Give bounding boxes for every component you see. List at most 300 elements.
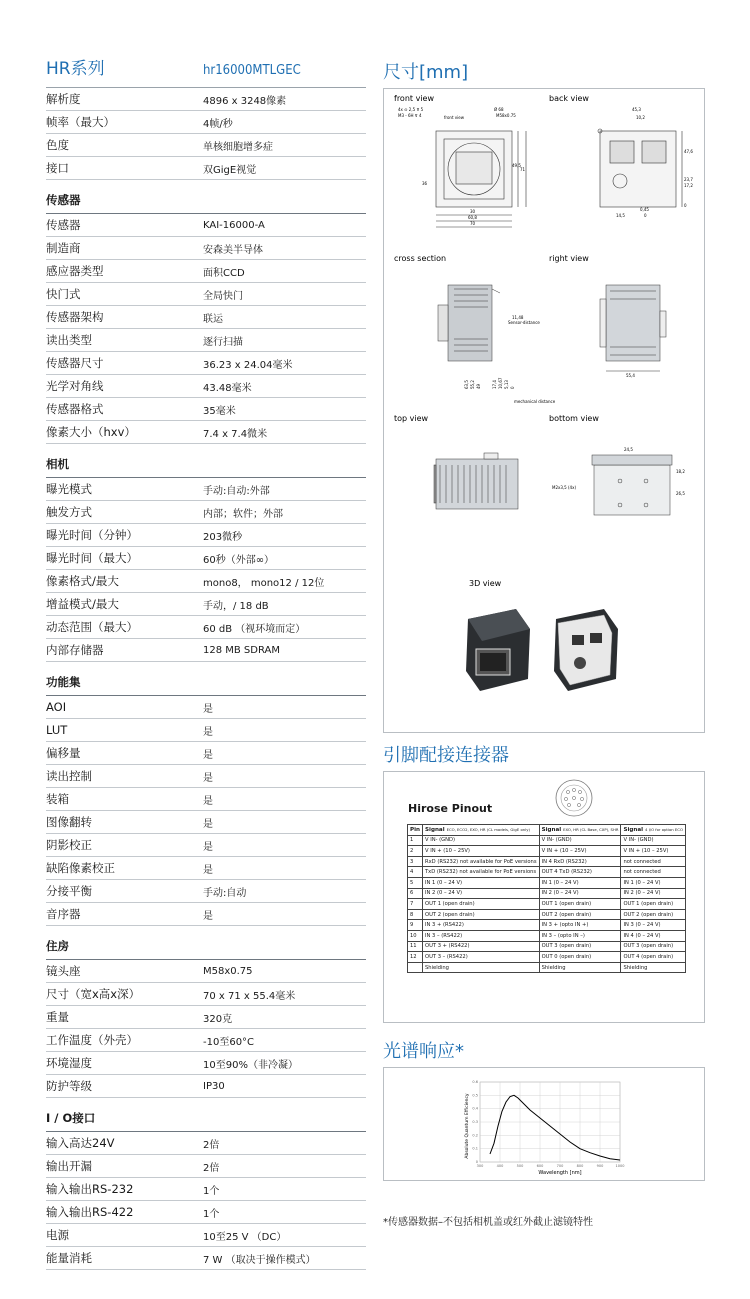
pin-signal: IN 1 (0 – 24 V) bbox=[423, 877, 540, 888]
pin-signal: IN 3 – (opto IN –) bbox=[539, 930, 621, 941]
cross-dim-1148: 11,48 bbox=[512, 315, 524, 320]
x-tick-label: 900 bbox=[596, 1164, 604, 1168]
x-tick-label: 600 bbox=[536, 1164, 544, 1168]
section-heading: I / O接口 bbox=[46, 1098, 366, 1132]
spec-value: 35毫米 bbox=[203, 405, 236, 417]
pinout-row bbox=[408, 846, 686, 857]
bottom-dim-m2: M2x3,5 (4x) bbox=[552, 485, 577, 490]
spectral-footnote: *传感器数据–不包括相机盖或红外截止滤镜特性 bbox=[383, 1217, 593, 1228]
pin-number: 7 bbox=[408, 899, 423, 910]
pinout-panel bbox=[383, 771, 705, 1023]
spec-row bbox=[46, 375, 366, 398]
series-title: HR系列 bbox=[46, 59, 105, 79]
spec-value: 是 bbox=[203, 818, 213, 830]
spec-value: 60 dB （视环境而定） bbox=[203, 623, 306, 635]
spec-key: 尺寸（宽x高x深） bbox=[46, 987, 141, 1001]
spec-value: 2倍 bbox=[203, 1139, 220, 1151]
spec-key: 音序器 bbox=[46, 907, 81, 921]
spec-key: 传感器格式 bbox=[46, 402, 104, 416]
front-view-drawing bbox=[436, 131, 526, 227]
pin-signal: OUT 4 (open drain) bbox=[621, 952, 685, 963]
spec-value: 是 bbox=[203, 749, 213, 761]
spec-row bbox=[46, 134, 366, 157]
front-dim-mount: M58x0.75 bbox=[496, 113, 516, 118]
back-view-label: back view bbox=[549, 94, 589, 103]
spec-key: 增益模式/最大 bbox=[46, 597, 119, 611]
spec-key: 内部存储器 bbox=[46, 643, 104, 657]
cross-dim-174: 17,4 bbox=[492, 380, 497, 389]
pin-signal: IN 2 (0 – 24 V) bbox=[621, 888, 685, 899]
pin-signal: IN 3 – (RS422) bbox=[423, 930, 540, 941]
pin-signal: V IN- (GND) bbox=[539, 835, 621, 846]
spec-row bbox=[46, 111, 366, 134]
y-tick-label: 0.5 bbox=[472, 1093, 478, 1098]
pin-signal: OUT 1 (open drain) bbox=[539, 899, 621, 910]
cross-dim-552: 55,2 bbox=[470, 380, 475, 389]
spec-value: 是 bbox=[203, 841, 213, 853]
spec-row bbox=[46, 547, 366, 570]
front-note-1: 4x ⊙ 2,5 ⊽ 5 bbox=[398, 107, 424, 112]
spec-row bbox=[46, 1247, 366, 1270]
spec-table bbox=[46, 54, 366, 1270]
spec-value: 是 bbox=[203, 703, 213, 715]
y-tick-label: 0.3 bbox=[472, 1120, 478, 1124]
pinout-row bbox=[408, 962, 686, 973]
spec-value: 双GigE视觉 bbox=[203, 164, 257, 176]
spec-key: 镜头座 bbox=[46, 964, 81, 978]
back-dim-045: 0,45 bbox=[640, 207, 649, 212]
spec-value: -10至60°C bbox=[203, 1036, 255, 1048]
back-dim-0: 0 bbox=[684, 203, 687, 208]
spec-row bbox=[46, 306, 366, 329]
spec-value: 4帧/秒 bbox=[203, 118, 233, 130]
spec-value: 2倍 bbox=[203, 1162, 220, 1174]
pin-signal: not connected bbox=[621, 867, 685, 878]
pin-signal: V IN + (10 – 25V) bbox=[539, 846, 621, 857]
dimensions-title: 尺寸[mm] bbox=[383, 62, 469, 83]
cross-section-label: cross section bbox=[394, 254, 447, 263]
pin-signal: IN 4 RxD (RS232) bbox=[539, 856, 621, 867]
x-tick-label: 800 bbox=[576, 1164, 584, 1168]
spec-key: 曝光时间（分钟） bbox=[46, 528, 138, 542]
pin-signal: Shielding bbox=[539, 962, 621, 973]
spec-row bbox=[46, 329, 366, 352]
x-tick-label: 500 bbox=[516, 1164, 524, 1168]
spec-value: 70 x 71 x 55.4毫米 bbox=[203, 990, 296, 1002]
spec-key: 快门式 bbox=[46, 287, 81, 301]
pin-number: 3 bbox=[408, 856, 423, 867]
spec-key: 输入高达24V bbox=[46, 1136, 115, 1150]
spec-key: 感应器类型 bbox=[46, 264, 104, 278]
bottom-view-label: bottom view bbox=[549, 414, 599, 423]
spec-row bbox=[46, 765, 366, 788]
spec-row bbox=[46, 811, 366, 834]
section-heading: 住房 bbox=[46, 926, 366, 960]
spec-row bbox=[46, 421, 366, 444]
spec-key: 曝光模式 bbox=[46, 482, 92, 496]
spec-row bbox=[46, 1224, 366, 1247]
spec-value: 是 bbox=[203, 910, 213, 922]
pin-signal: OUT 3 – (RS422) bbox=[423, 952, 540, 963]
cross-section-drawing bbox=[438, 285, 500, 361]
chart-ticks bbox=[472, 1080, 624, 1168]
spec-value: 逐行扫描 bbox=[203, 336, 243, 348]
pinout-header-row bbox=[408, 825, 686, 836]
spec-value: 7.4 x 7.4微米 bbox=[203, 428, 268, 440]
spec-row bbox=[46, 1029, 366, 1052]
spec-row bbox=[46, 639, 366, 662]
spec-value: 面积CCD bbox=[203, 267, 245, 279]
pin-signal: IN 3 + (RS422) bbox=[423, 920, 540, 931]
front-note-3: front view bbox=[444, 115, 464, 120]
pin-number: 10 bbox=[408, 930, 423, 941]
bottom-dim-245: 24,5 bbox=[624, 447, 633, 452]
cross-dim-49: 49 bbox=[476, 383, 481, 389]
spec-key: 电源 bbox=[46, 1228, 69, 1242]
spec-key: AOI bbox=[46, 700, 67, 714]
spec-row bbox=[46, 570, 366, 593]
spec-value: M58x0.75 bbox=[203, 965, 253, 977]
spec-key: 防护等级 bbox=[46, 1079, 92, 1093]
spec-value: 全局快门 bbox=[203, 290, 243, 302]
bottom-dim-182: 18,2 bbox=[676, 469, 685, 474]
spec-row bbox=[46, 983, 366, 1006]
signal-note-3: 4 I/O for option ECO bbox=[645, 826, 683, 832]
spec-key: 触发方式 bbox=[46, 505, 92, 519]
spec-key: 读出类型 bbox=[46, 333, 92, 347]
pin-signal: IN 3 (0 – 24 V) bbox=[621, 920, 685, 931]
spec-row bbox=[46, 501, 366, 524]
back-dim-0b: 0 bbox=[644, 213, 647, 218]
spec-key: 偏移量 bbox=[46, 746, 81, 760]
pinout-row bbox=[408, 877, 686, 888]
spec-key: 分接平衡 bbox=[46, 884, 92, 898]
spec-row bbox=[46, 616, 366, 639]
pin-signal: IN 3 + (opto IN +) bbox=[539, 920, 621, 931]
pin-number: 2 bbox=[408, 846, 423, 857]
pin-signal: OUT 1 (open drain) bbox=[423, 899, 540, 910]
front-dim-30: 30 bbox=[470, 209, 476, 214]
spec-row bbox=[46, 903, 366, 926]
spec-key: 曝光时间（最大） bbox=[46, 551, 138, 565]
pin-signal: not connected bbox=[621, 856, 685, 867]
x-axis-label: Wavelength [nm] bbox=[538, 1170, 582, 1176]
pin-signal: Shielding bbox=[621, 962, 685, 973]
y-axis-label: Absolute Quantum Efficiency bbox=[465, 1093, 470, 1159]
spec-body bbox=[46, 88, 366, 1270]
dimension-drawings bbox=[384, 89, 704, 732]
spec-value: 单核细胞增多症 bbox=[203, 141, 273, 153]
spec-key: 装箱 bbox=[46, 792, 69, 806]
pin-signal: OUT 1 (open drain) bbox=[621, 899, 685, 910]
pin-signal: IN 1 (0 – 24 V) bbox=[539, 877, 621, 888]
pin-signal: OUT 4 TxD (RS232) bbox=[539, 867, 621, 878]
pin-signal: RxD (RS232) not available for PoE versions bbox=[423, 856, 540, 867]
spec-key: 帧率（最大） bbox=[46, 115, 115, 129]
spec-row bbox=[46, 260, 366, 283]
spec-row bbox=[46, 1201, 366, 1224]
spec-row bbox=[46, 1052, 366, 1075]
spec-key: 工作温度（外壳） bbox=[46, 1033, 138, 1047]
spectral-response-chart bbox=[384, 1068, 704, 1180]
pin-signal: IN 4 (0 – 24 V) bbox=[621, 930, 685, 941]
pin-signal: V IN- (GND) bbox=[423, 835, 540, 846]
x-tick-label: 1000 bbox=[615, 1164, 625, 1168]
spec-value: 320克 bbox=[203, 1013, 233, 1025]
spec-value: 60秒（外部∞） bbox=[203, 554, 275, 566]
pin-signal: V IN + (10 – 25V) bbox=[423, 846, 540, 857]
spec-row bbox=[46, 834, 366, 857]
pin-signal: OUT 2 (open drain) bbox=[539, 909, 621, 920]
cross-dim-mech: mechanical distance bbox=[514, 399, 556, 404]
spec-row bbox=[46, 742, 366, 765]
signal-label-3: Signal bbox=[623, 826, 644, 833]
spec-value: 内部；软件；外部 bbox=[203, 508, 283, 520]
spec-key: 动态范围（最大） bbox=[46, 620, 138, 634]
pin-signal: OUT 2 (open drain) bbox=[621, 909, 685, 920]
pin-signal: V IN- (GND) bbox=[621, 835, 685, 846]
spec-value: IP30 bbox=[203, 1080, 225, 1092]
spec-value: 43.48毫米 bbox=[203, 382, 252, 394]
spec-key: 环境湿度 bbox=[46, 1056, 92, 1070]
spec-row bbox=[46, 880, 366, 903]
section-heading: 功能集 bbox=[46, 662, 366, 696]
signal-note-1: ECO, ECO2, EXO, HR (CL models, GigE only) bbox=[446, 826, 530, 832]
front-dim-608: 60,8 bbox=[468, 215, 477, 220]
cross-dim-635: 63,5 bbox=[464, 380, 469, 389]
signal-header-3 bbox=[621, 825, 685, 836]
spec-row bbox=[46, 88, 366, 111]
cross-dim-0: 0 bbox=[510, 386, 515, 389]
signal-header-2 bbox=[539, 825, 621, 836]
spec-value: 是 bbox=[203, 726, 213, 738]
spectral-title: 光谱响应* bbox=[383, 1041, 464, 1062]
spec-value: 是 bbox=[203, 795, 213, 807]
top-view-drawing bbox=[434, 453, 518, 509]
pinout-row bbox=[408, 952, 686, 963]
spec-value: mono8， mono12 / 12位 bbox=[203, 577, 325, 589]
y-tick-label: 0.4 bbox=[472, 1106, 478, 1111]
pinout-body bbox=[408, 835, 686, 973]
pin-header: Pin bbox=[408, 825, 423, 836]
right-column bbox=[383, 54, 705, 1181]
pinout-row bbox=[408, 888, 686, 899]
3d-view-label: 3D view bbox=[469, 579, 502, 588]
pin-signal: OUT 3 (open drain) bbox=[539, 941, 621, 952]
spec-row bbox=[46, 1006, 366, 1029]
spec-row bbox=[46, 593, 366, 616]
front-dim-diameter: Ø 68 bbox=[494, 107, 504, 112]
front-dim-71: 71 bbox=[520, 167, 526, 172]
spec-key: 能量消耗 bbox=[46, 1251, 92, 1265]
x-tick-label: 700 bbox=[556, 1164, 564, 1168]
pin-number: 11 bbox=[408, 941, 423, 952]
y-tick-label: 0.1 bbox=[472, 1146, 478, 1151]
right-view-label: right view bbox=[549, 254, 589, 263]
back-dim-102: 10,2 bbox=[636, 115, 645, 120]
section-heading: 传感器 bbox=[46, 180, 366, 214]
x-tick-label: 300 bbox=[476, 1164, 484, 1168]
spec-row bbox=[46, 960, 366, 983]
pin-number: 6 bbox=[408, 888, 423, 899]
spec-value: 手动，/ 18 dB bbox=[203, 600, 269, 612]
spec-key: 解析度 bbox=[46, 92, 81, 106]
spec-value: 4896 x 3248像素 bbox=[203, 95, 287, 107]
pinout-row bbox=[408, 856, 686, 867]
pinout-row bbox=[408, 899, 686, 910]
y-tick-label: 0 bbox=[475, 1160, 478, 1164]
spec-row bbox=[46, 214, 366, 237]
spec-value: 手动:自动 bbox=[203, 887, 247, 899]
pinout-row bbox=[408, 930, 686, 941]
spec-row bbox=[46, 524, 366, 547]
spec-value: 128 MB SDRAM bbox=[203, 644, 280, 656]
spec-key: 输出开漏 bbox=[46, 1159, 92, 1173]
spec-key: LUT bbox=[46, 723, 68, 737]
spec-row bbox=[46, 157, 366, 180]
pin-signal: IN 1 (0 – 24 V) bbox=[621, 877, 685, 888]
spec-key: 像素格式/最大 bbox=[46, 574, 119, 588]
spec-value: 是 bbox=[203, 772, 213, 784]
front-note-2: M3 - 6H ⊽ 4 bbox=[398, 113, 422, 118]
right-dim-554: 55,4 bbox=[626, 373, 635, 378]
spec-row bbox=[46, 1178, 366, 1201]
spec-row bbox=[46, 857, 366, 880]
spec-key: 接口 bbox=[46, 161, 69, 175]
spec-value: 36.23 x 24.04毫米 bbox=[203, 359, 293, 371]
front-view-label: front view bbox=[394, 94, 434, 103]
back-dim-476: 47,6 bbox=[684, 149, 693, 154]
spec-row bbox=[46, 398, 366, 421]
front-dim-495: 49,5 bbox=[512, 163, 521, 168]
spec-value: 是 bbox=[203, 864, 213, 876]
spec-value: 安森美半导体 bbox=[203, 244, 263, 256]
bottom-view-drawing bbox=[592, 455, 672, 515]
spec-row bbox=[46, 1075, 366, 1098]
pinout-row bbox=[408, 909, 686, 920]
right-view-drawing bbox=[600, 285, 666, 371]
back-dim-172: 17,2 bbox=[684, 183, 693, 188]
pin-number: 4 bbox=[408, 867, 423, 878]
pin-signal: Shielding bbox=[423, 962, 540, 973]
spec-value: 7 W （取决于操作模式） bbox=[203, 1254, 316, 1266]
pinout-row bbox=[408, 835, 686, 846]
spec-row bbox=[46, 1132, 366, 1155]
cross-dim-sensor: Sensor-distance bbox=[508, 320, 540, 325]
model-name: hr16000MTLGEC bbox=[203, 63, 301, 78]
pin-signal: OUT 2 (open drain) bbox=[423, 909, 540, 920]
spec-key: 制造商 bbox=[46, 241, 81, 255]
hirose-pinout-title: Hirose Pinout bbox=[408, 802, 493, 815]
dimensions-panel bbox=[383, 88, 705, 733]
spec-key: 阴影校正 bbox=[46, 838, 92, 852]
spec-value: 手动:自动:外部 bbox=[203, 485, 270, 497]
signal-label-1: Signal bbox=[425, 826, 445, 833]
top-view-label: top view bbox=[394, 414, 429, 423]
pinout-title: 引脚配接连接器 bbox=[383, 745, 509, 766]
pin-number bbox=[408, 962, 423, 973]
spec-key: 读出控制 bbox=[46, 769, 92, 783]
spec-key: 输入输出RS-232 bbox=[46, 1182, 134, 1196]
pinout-table bbox=[407, 824, 686, 973]
3d-view-drawing bbox=[466, 609, 618, 691]
pin-signal: IN 2 (0 – 24 V) bbox=[539, 888, 621, 899]
spec-row bbox=[46, 478, 366, 501]
spec-key: 传感器 bbox=[46, 218, 81, 232]
y-tick-label: 0.6 bbox=[472, 1080, 478, 1084]
spec-key: 传感器架构 bbox=[46, 310, 104, 324]
spec-row bbox=[46, 237, 366, 260]
pinout-row bbox=[408, 941, 686, 952]
cross-dim-1067: 10,67 bbox=[498, 377, 503, 389]
signal-note-2: EXO, HR (CL Base, CXP), SHR bbox=[563, 826, 619, 832]
spec-key: 色度 bbox=[46, 138, 69, 152]
x-tick-label: 400 bbox=[496, 1164, 504, 1168]
spec-key: 光学对角线 bbox=[46, 379, 104, 393]
spec-row bbox=[46, 283, 366, 306]
y-tick-label: 0.2 bbox=[472, 1133, 478, 1138]
pin-signal: TxD (RS232) not available for PoE versions bbox=[423, 867, 540, 878]
back-view-drawing bbox=[598, 129, 682, 207]
spec-value: 1个 bbox=[203, 1208, 220, 1220]
spec-row bbox=[46, 352, 366, 375]
pin-signal: IN 2 (0 – 24 V) bbox=[423, 888, 540, 899]
spec-value: 联运 bbox=[203, 313, 223, 325]
spec-row bbox=[46, 696, 366, 719]
back-dim-453: 45,3 bbox=[632, 107, 641, 112]
pinout-row bbox=[408, 867, 686, 878]
pin-signal: V IN + (10 – 25V) bbox=[621, 846, 685, 857]
spectral-panel bbox=[383, 1067, 705, 1181]
spec-key: 像素大小（hxv） bbox=[46, 425, 136, 439]
back-dim-237: 23,7 bbox=[684, 177, 693, 182]
front-dim-36: 36 bbox=[422, 181, 428, 186]
pinout-row bbox=[408, 920, 686, 931]
cross-dim-513: 5,13 bbox=[504, 380, 509, 389]
chart-grid bbox=[480, 1082, 620, 1162]
signal-header-1 bbox=[423, 825, 540, 836]
back-dim-145: 14,5 bbox=[616, 213, 625, 218]
section-heading: 相机 bbox=[46, 444, 366, 478]
spec-key: 传感器尺寸 bbox=[46, 356, 104, 370]
pin-number: 1 bbox=[408, 835, 423, 846]
spec-row bbox=[46, 1155, 366, 1178]
pin-number: 9 bbox=[408, 920, 423, 931]
pin-number: 5 bbox=[408, 877, 423, 888]
spec-key: 输入输出RS-422 bbox=[46, 1205, 134, 1219]
spec-row bbox=[46, 719, 366, 742]
spec-value: 10至25 V （DC） bbox=[203, 1231, 287, 1243]
pin-signal: OUT 3 (open drain) bbox=[621, 941, 685, 952]
qe-series-line bbox=[490, 1095, 620, 1160]
pin-signal: OUT 0 (open drain) bbox=[539, 952, 621, 963]
spec-value: 203微秒 bbox=[203, 531, 243, 543]
spec-value: 10至90%（非冷凝） bbox=[203, 1059, 298, 1071]
signal-label-2: Signal bbox=[541, 826, 562, 833]
spec-value: KAI-16000-A bbox=[203, 219, 265, 231]
pin-signal: OUT 3 + (RS422) bbox=[423, 941, 540, 952]
front-dim-70: 70 bbox=[470, 221, 476, 226]
pin-number: 8 bbox=[408, 909, 423, 920]
spec-row bbox=[46, 788, 366, 811]
spec-key: 重量 bbox=[46, 1010, 69, 1024]
spec-header bbox=[46, 54, 366, 88]
bottom-dim-265: 26,5 bbox=[676, 491, 685, 496]
spec-key: 缺陷像素校正 bbox=[46, 861, 115, 875]
spec-key: 图像翻转 bbox=[46, 815, 92, 829]
pin-number: 12 bbox=[408, 952, 423, 963]
spec-value: 1个 bbox=[203, 1185, 220, 1197]
